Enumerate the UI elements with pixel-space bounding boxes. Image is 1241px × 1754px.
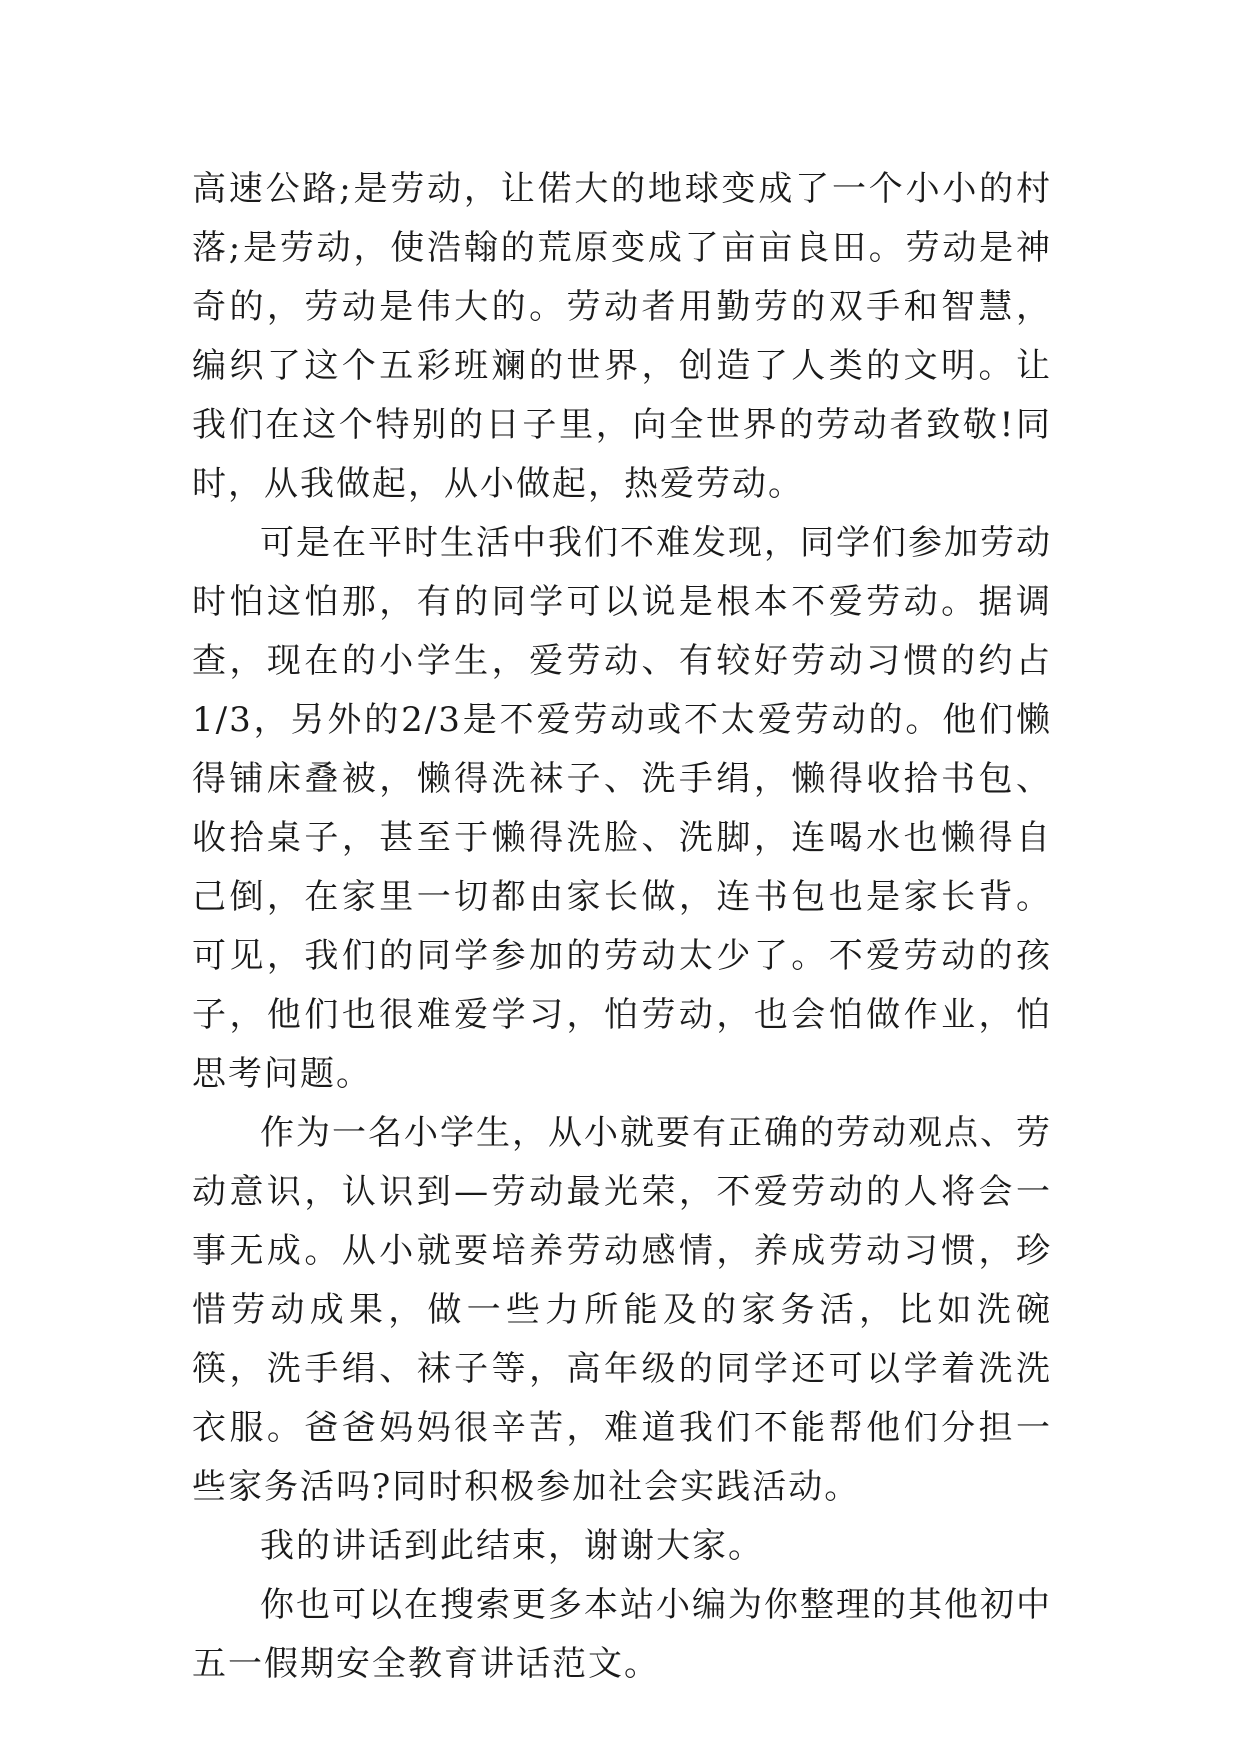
paragraph-closing: 我的讲话到此结束，谢谢大家。 — [260, 1526, 764, 1566]
paragraph-labor-praise: 高速公路;是劳动，让偌大的地球变成了一个小小的村落;是劳动，使浩翰的荒原变成了亩亩良田。劳动是神奇的，劳动是伟大的。劳动者用勤劳的双手和智慧，编织了这个五彩班斓的世界，创造了人类的文明。让我们在这个特别的日子里，向全世界的劳动者致敬!同时，从我做起，从小做起，热爱劳动。 — [192, 169, 1052, 504]
paragraph-site-note: 你也可以在搜索更多本站小编为你整理的其他初中五一假期安全教育讲话范文。 — [192, 1585, 1052, 1684]
document-body — [192, 160, 1052, 1694]
paragraph-survey: 可是在平时生活中我们不难发现，同学们参加劳动时怕这怕那，有的同学可以说是根本不爱劳动。据调查，现在的小学生，爱劳动、有较好劳动习惯的约占1/3，另外的2/3是不爱劳动或不太爱劳动的。他们懒得铺床叠被，懒得洗袜子、洗手绢，懒得收拾书包、收拾桌子，甚至于懒得洗脸、洗脚，连喝水也懒得自己倒，在家里一切都由家长做，连书包也是家长背。可见，我们的同学参加的劳动太少了。不爱劳动的孩子，他们也很难爱学习，怕劳动，也会怕做作业，怕思考问题。 — [192, 523, 1052, 1094]
paragraph-advice: 作为一名小学生，从小就要有正确的劳动观点、劳动意识，认识到—劳动最光荣，不爱劳动的人将会一事无成。从小就要培养劳动感情，养成劳动习惯，珍惜劳动成果，做一些力所能及的家务活，比如洗碗筷，洗手绢、袜子等，高年级的同学还可以学着洗洗衣服。爸爸妈妈很辛苦，难道我们不能帮他们分担一些家务活吗?同时积极参加社会实践活动。 — [192, 1113, 1052, 1507]
